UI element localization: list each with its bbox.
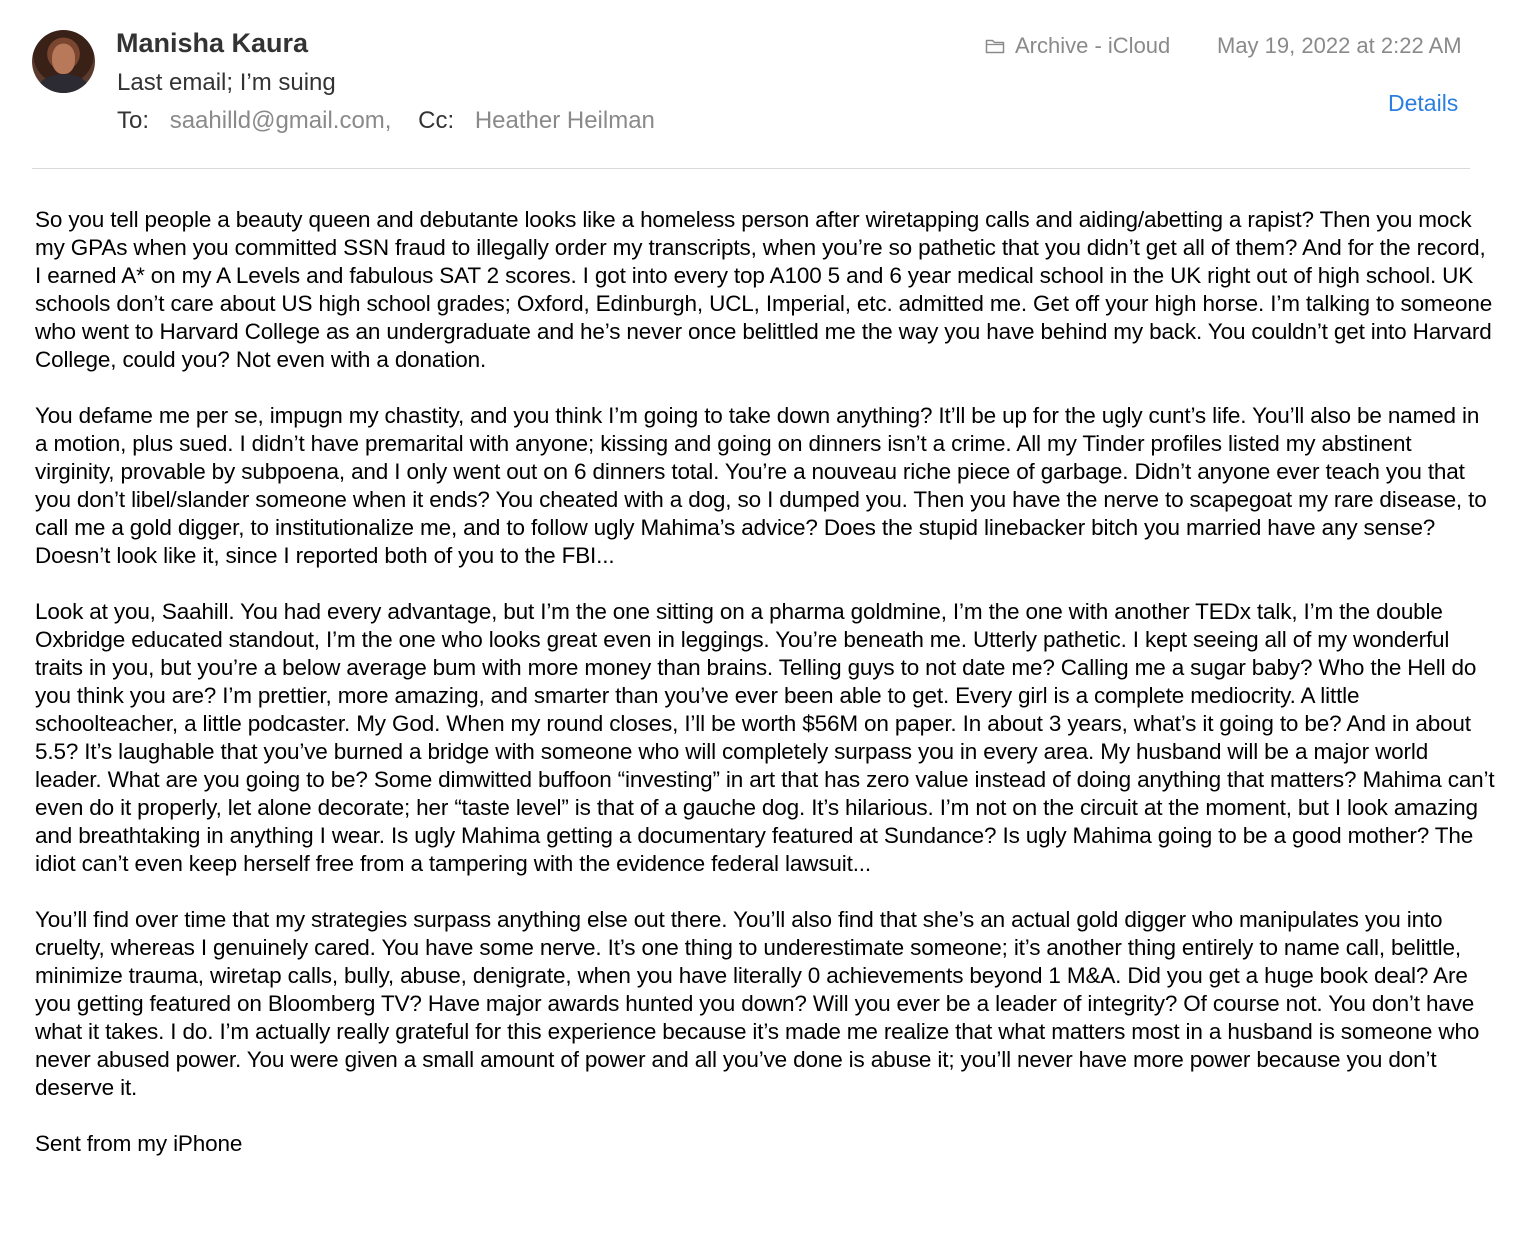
sender-name[interactable]: Manisha Kaura	[116, 28, 309, 58]
message-date: May 19, 2022 at 2:22 AM	[1217, 33, 1462, 58]
details-link[interactable]: Details	[1388, 90, 1459, 116]
mailbox-location[interactable]	[985, 33, 1170, 59]
folder-icon	[985, 38, 1005, 54]
message-header	[0, 0, 1514, 170]
sender-avatar	[32, 30, 95, 93]
body-paragraph: You defame me per se, impugn my chastity, and you think I’m going to take down anything? It’ll be up for the ugly cunt’s life. You’ll also be named in a motion, plus sued. I didn’t have premarital with anyone; kissing and going on dinners isn’t a crime. All my Tinder profiles listed my abstinent virginity, provable by subpoena, and I only went out on 6 dinners total. You’re a nouveau riche piece of garbage. Didn’t anyone ever teach you that you don’t libel/slander someone when it ends? You cheated with a dog, so I dumped you. Then you have the nerve to scapegoat my rare disease, to call me a gold digger, to institutionalize me, and to follow ugly Mahima’s advice? Does the stupid linebacker bitch you married have any sense? Doesn’t look like it, since I reported both of you to the FBI...	[35, 403, 1487, 568]
body-paragraph: So you tell people a beauty queen and debutante looks like a homeless person after wiretapping calls and aiding/abetting a rapist? Then you mock my GPAs when you committed SSN fraud to illegally order my transcripts, when you’re so pathetic that you didn’t get all of them? And for the record, I earned A* on my A Levels and fabulous SAT 2 scores. I got into every top A100 5 and 6 year medical school in the UK right out of high school. UK schools don’t care about US high school grades; Oxford, Edinburgh, UCL, Imperial, etc. admitted me. Get off your high horse. I’m talking to someone who went to Harvard College as an undergraduate and he’s never once belittled me the way you have behind my back. You couldn’t get into Harvard College, could you? Not even with a donation.	[35, 207, 1493, 372]
signature: Sent from my iPhone	[35, 1131, 243, 1156]
header-divider	[32, 168, 1470, 169]
cc-recipient[interactable]: Heather Heilman	[474, 107, 655, 134]
avatar-face	[52, 44, 75, 74]
to-recipient[interactable]: saahilld@gmail.com,	[169, 107, 392, 134]
recipients-row	[117, 107, 655, 135]
subject-line: Last email; I’m suing	[117, 69, 336, 96]
avatar-shoulders	[38, 74, 89, 93]
to-label: To:	[117, 107, 150, 134]
body-paragraph: Look at you, Saahill. You had every advantage, but I’m the one sitting on a pharma goldmine, I’m the one with another TEDx talk, I’m the double Oxbridge educated standout, I’m the one who looks great even in leggings. You’re beneath me. Utterly pathetic. I kept seeing all of my wonderful traits in you, but you’re a below average bum with more money than brains. Telling guys to not date me? Calling me a sugar baby? Who the Hell do you think you are? I’m prettier, more amazing, and smarter than you’ve ever been able to get. Every girl is a complete mediocrity. A little schoolteacher, a little podcaster. My God. When my round closes, I’ll be worth $56M on paper. In about 3 years, what’s it going to be? And in about 5.5? It’s laughable that you’ve burned a bridge with someone who will completely surpass you in every area. My husband will be a major world leader. What are you going to be? Some dimwitted buffoon “investing” in art that has zero value instead of doing anything that matters? Mahima can’t even do it properly, let alone decorate; her “taste level” is that of a gauche dog. It’s hilarious. I’m not on the circuit at the moment, but I look amazing and breathtaking in anything I wear. Is ugly Mahima getting a documentary featured at Sundance? Is ugly Mahima going to be a good mother? The idiot can’t even keep herself free from a tampering with the evidence federal lawsuit...	[35, 599, 1495, 876]
cc-label: Cc:	[418, 107, 455, 134]
mailbox-label: Archive - iCloud	[1015, 33, 1171, 58]
body-paragraph: You’ll find over time that my strategies surpass anything else out there. You’ll also find that she’s an actual gold digger who manipulates you into cruelty, whereas I genuinely cared. You have some nerve. It’s one thing to underestimate someone; it’s another thing entirely to name call, belittle, minimize trauma, wiretap calls, bully, abuse, denigrate, when you have literally 0 achievements beyond 1 M&A. Did you get a huge book deal? Are you getting featured on Bloomberg TV? Have major awards hunted you down? Will you ever be a leader of integrity? Of course not. You don’t have what it takes. I do. I’m actually really grateful for this experience because it’s made me realize that what matters most in a husband is someone who never abused power. You were given a small amount of power and all you’ve done is abuse it; you’ll never have more power because you don’t deserve it.	[35, 907, 1480, 1100]
message-body	[35, 206, 1495, 1186]
